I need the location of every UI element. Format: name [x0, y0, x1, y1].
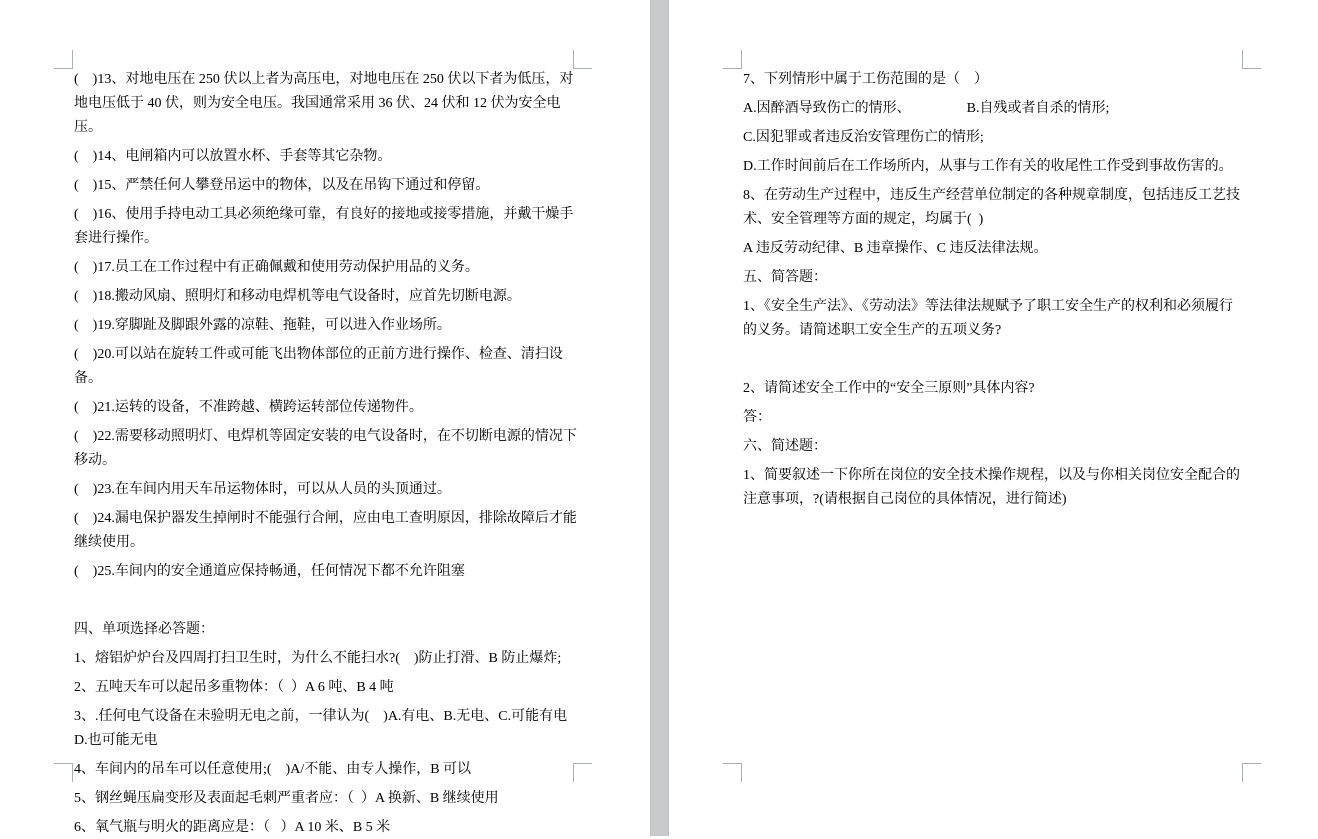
blank-line[interactable]	[74, 589, 577, 613]
crop-mark-top-left-icon	[723, 50, 742, 69]
page-gap-divider	[650, 0, 669, 836]
paragraph[interactable]: 1、简要叙述一下你所在岗位的安全技术操作规程，以及与你相关岗位安全配合的注意事项，?(请根据自己岗位的具体情况，进行简述)	[743, 468, 1240, 507]
paragraph[interactable]: ( )24.漏电保护器发生掉闸时不能强行合闸，应由电工查明原因，排除故障后才能继续使用。	[74, 511, 577, 550]
paragraph[interactable]: 2、五吨天车可以起吊多重物体：（ ）A 6 吨、B 4 吨	[74, 680, 394, 695]
paragraph[interactable]: ( )19.穿脚趾及脚跟外露的凉鞋、拖鞋，可以进入作业场所。	[74, 318, 451, 333]
paragraph[interactable]: ( )18.搬动风扇、照明灯和移动电焊机等电气设备时，应首先切断电源。	[74, 289, 521, 304]
paragraph[interactable]: ( )16、使用手持电动工具必须绝缘可靠，有良好的接地或接零措施，并戴干燥手套进行操作。	[74, 207, 574, 246]
crop-mark-top-left-icon	[54, 50, 73, 69]
paragraph[interactable]: 5、钢丝蝇压扁变形及表面起毛刺严重者应：（ ）A 换新、B 继续使用	[74, 791, 499, 806]
paragraph[interactable]: 1、熔铝炉炉台及四周打扫卫生时，为什么不能扫水?( )防止打滑、B 防止爆炸;	[74, 651, 562, 666]
paragraph[interactable]: A 违反劳动纪律、B 违章操作、C 违反法律法规。	[743, 241, 1048, 256]
paragraph[interactable]: ( )22.需要移动照明灯、电焊机等固定安装的电气设备时，在不切断电源的情况下移动。	[74, 429, 577, 468]
paragraph[interactable]: 4、车间内的吊车可以任意使用;( )A/不能、由专人操作，B 可以	[74, 762, 472, 777]
paragraph[interactable]: 3、.任何电气设备在未验明无电之前，一律认为( )A.有电、B.无电、C.可能有电 D.也可能无电	[74, 709, 571, 748]
paragraph[interactable]: 1、《安全生产法》、《劳动法》等法律法规赋予了职工安全生产的权利和必须履行的义务。请简述职工安全生产的五项义务?	[743, 299, 1233, 338]
paragraph[interactable]: 四、单项选择必答题：	[74, 622, 214, 637]
crop-mark-top-right-icon	[573, 50, 592, 69]
paragraph[interactable]: ( )21.运转的设备，不准跨越、横跨运转部位传递物件。	[74, 400, 423, 415]
blank-line[interactable]	[743, 348, 1246, 372]
page-1-text-area[interactable]	[74, 68, 577, 839]
document-page-1[interactable]	[0, 0, 650, 839]
paragraph[interactable]: 答：	[743, 410, 771, 425]
paragraph[interactable]: 6、氧气瓶与明火的距离应是：（ ）A 10 米、B 5 米	[74, 820, 391, 835]
page-2-text-area[interactable]	[743, 68, 1246, 517]
paragraph[interactable]: 8、在劳动生产过程中，违反生产经营单位制定的各种规章制度，包括违反工艺技术、安全管理等方面的规定，均属于( )	[743, 188, 1240, 227]
paragraph[interactable]: D.工作时间前后在工作场所内，从事与工作有关的收尾性工作受到事故伤害的。	[743, 159, 1233, 174]
crop-mark-bottom-left-icon	[723, 763, 742, 782]
paragraph[interactable]: C.因犯罪或者违反治安管理伤亡的情形;	[743, 130, 984, 145]
paragraph[interactable]: ( )13、对地电压在 250 伏以上者为高压电，对地电压在 250 伏以下者为低压，对地电压低于 40 伏，则为安全电压。我国通常采用 36 伏、24 伏和 12 伏为安全电压。	[74, 72, 574, 135]
document-page-2[interactable]	[669, 0, 1318, 839]
paragraph[interactable]: ( )14、电闸箱内可以放置水杯、手套等其它杂物。	[74, 149, 392, 164]
crop-mark-bottom-left-icon	[54, 763, 73, 782]
paragraph[interactable]: A.因醉酒导致伤亡的情形、 B.自残或者自杀的情形;	[743, 101, 1110, 116]
crop-mark-bottom-right-icon	[1242, 763, 1261, 782]
paragraph[interactable]: 五、简答题：	[743, 270, 827, 285]
paragraph[interactable]: ( )23.在车间内用天车吊运物体时，可以从人员的头顶通过。	[74, 482, 451, 497]
paragraph[interactable]: 六、简述题：	[743, 439, 827, 454]
paragraph[interactable]: ( )25.车间内的安全通道应保持畅通，任何情况下都不允许阻塞	[74, 564, 465, 579]
paragraph[interactable]: 7、下列情形中属于工伤范围的是（ ）	[743, 72, 988, 87]
crop-mark-top-right-icon	[1242, 50, 1261, 69]
paragraph[interactable]: ( )17.员工在工作过程中有正确佩戴和使用劳动保护用品的义务。	[74, 260, 479, 275]
paragraph[interactable]: ( )15、严禁任何人攀登吊运中的物体，以及在吊钩下通过和停留。	[74, 178, 490, 193]
paragraph[interactable]: 2、请简述安全工作中的“安全三原则”具体内容?	[743, 381, 1035, 396]
paragraph[interactable]: ( )20.可以站在旋转工件或可能飞出物体部位的正前方进行操作、检查、清扫设备。	[74, 347, 563, 386]
